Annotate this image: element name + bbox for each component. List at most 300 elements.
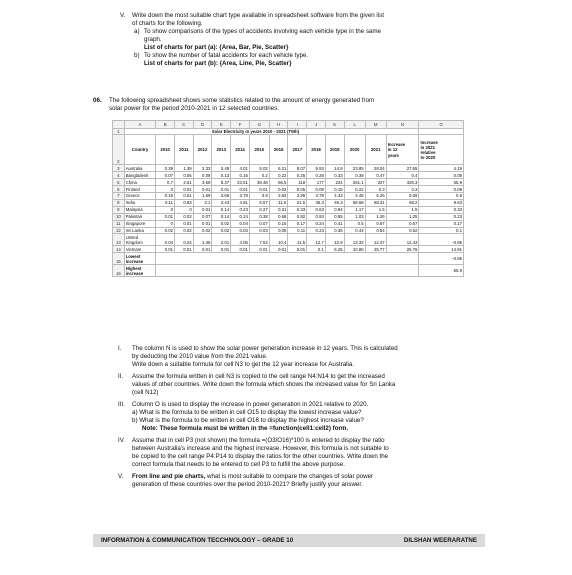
country-cell[interactable]: Malaysia <box>124 206 156 213</box>
highest-label-line2: increase <box>125 270 144 276</box>
question-v-bold: From line and pie charts, <box>132 473 206 480</box>
value-cell[interactable]: 0.68 <box>269 213 288 220</box>
value-cell[interactable]: 0.04 <box>156 234 175 246</box>
value-cell[interactable]: 0.22 <box>344 186 365 193</box>
column-header-i[interactable]: I <box>288 121 307 129</box>
value-cell[interactable]: 58.68 <box>344 199 365 206</box>
value-cell[interactable]: 0.54 <box>365 227 386 234</box>
value-cell[interactable]: 0.39 <box>344 172 365 179</box>
header-year[interactable]: 2019 <box>325 135 344 165</box>
question-iii-b: b) What is the formula to be written in cell O16 to display the highest increase value? <box>132 417 364 424</box>
row-number[interactable]: 8 <box>113 199 125 206</box>
value-cell[interactable]: 0.22 <box>269 172 288 179</box>
value-cell[interactable]: 12.47 <box>365 234 386 246</box>
value-cell[interactable]: 0.09 <box>193 172 212 179</box>
empty-cell[interactable] <box>156 265 419 277</box>
column-header-h[interactable]: H <box>269 121 288 129</box>
table-row <box>113 172 464 179</box>
question-iii-a: a) What is the formula to be written in cell O15 to display the lowest increase value? <box>132 409 362 416</box>
header-year[interactable]: 2015 <box>249 135 269 165</box>
value-cell[interactable]: 0.01 <box>193 220 212 227</box>
value-cell[interactable]: 1.35 <box>193 234 212 246</box>
value-cell[interactable]: 8.37 <box>212 179 231 186</box>
value-cell[interactable]: 0.01 <box>193 246 212 253</box>
value-cell[interactable]: 0.04 <box>231 220 250 227</box>
value-cell[interactable]: 0.24 <box>174 234 193 246</box>
question-iv-line1: Assume that in cell P3 (not shown) the formula =(O3/O16)*100 is entered to display the ratio <box>132 437 385 444</box>
value-cell[interactable]: 14.9 <box>325 165 344 172</box>
increase-cell[interactable]: 5.09 <box>386 193 419 200</box>
column-header-o[interactable]: O <box>419 121 464 129</box>
value-cell[interactable]: 46.3 <box>325 199 344 206</box>
header-increase-line3: years <box>387 152 399 158</box>
question-v-line2: generation of these countries over the period 2010-2021? Briefly justify your answer. <box>132 481 363 488</box>
value-cell[interactable]: 0.25 <box>288 172 307 179</box>
question-ii-line3: (cell N12) <box>132 389 159 396</box>
row-number[interactable]: 9 <box>113 206 125 213</box>
value-cell[interactable]: 0.09 <box>307 186 326 193</box>
value-cell[interactable]: 0.03 <box>174 213 193 220</box>
table-row <box>113 227 464 234</box>
value-cell[interactable]: 261.1 <box>344 179 365 186</box>
value-cell[interactable]: 4.05 <box>231 234 250 246</box>
value-cell[interactable]: 0.02 <box>212 220 231 227</box>
value-cell[interactable]: 3.59 <box>193 179 212 186</box>
value-cell[interactable]: 5.25 <box>325 246 344 253</box>
value-cell[interactable]: 0.01 <box>212 186 231 193</box>
table-row <box>113 165 464 172</box>
empty-cell[interactable] <box>156 253 419 265</box>
footer-subject: INFORMATION & COMMUNICATION TECCHNOLOGY – GRADE 10 <box>101 537 294 544</box>
highest-increase-label[interactable] <box>124 265 156 277</box>
value-cell[interactable]: 7.53 <box>249 234 269 246</box>
question-5-intro-line2: of charts for the following. <box>132 20 203 27</box>
value-cell[interactable]: 177 <box>307 179 326 186</box>
question-iv-line3: be copied to the cell range P4:P14 to display the ratios for the other countries. Write down the <box>132 453 389 460</box>
value-cell[interactable]: 0.02 <box>156 227 175 234</box>
row-number[interactable]: 2 <box>113 135 125 165</box>
value-cell[interactable]: 0.5 <box>344 220 365 227</box>
value-cell[interactable]: 0.24 <box>307 220 326 227</box>
value-cell[interactable]: 0.05 <box>288 186 307 193</box>
value-cell[interactable]: 4.01 <box>231 165 250 172</box>
question-i-line1: The column N is used to show the solar power generation increase in 12 years. This is calculated <box>132 345 398 352</box>
value-cell[interactable]: 0.33 <box>325 172 344 179</box>
header-year[interactable]: 2011 <box>174 135 193 165</box>
header-year[interactable]: 2014 <box>231 135 250 165</box>
header-country[interactable]: Country <box>124 135 156 165</box>
value-cell[interactable]: 0.01 <box>212 246 231 253</box>
value-cell[interactable]: 0.02 <box>174 227 193 234</box>
value-cell[interactable]: 0.15 <box>269 220 288 227</box>
country-line1: United <box>125 234 139 240</box>
lowest-label-line1: Lowest <box>125 253 141 259</box>
page-footer <box>93 534 485 547</box>
value-cell[interactable]: 0.16 <box>156 193 175 200</box>
table-row <box>113 206 464 213</box>
country-cell[interactable]: Australia <box>124 165 156 172</box>
value-cell[interactable]: 0.06 <box>174 172 193 179</box>
value-cell[interactable]: 3.99 <box>288 193 307 200</box>
value-cell[interactable]: 0.07 <box>156 172 175 179</box>
value-cell[interactable]: 25.77 <box>365 246 386 253</box>
table-row <box>113 193 464 200</box>
header-year[interactable]: 2013 <box>212 135 231 165</box>
value-cell[interactable]: 0.01 <box>269 246 288 253</box>
question-6-intro <box>93 97 483 113</box>
row-number[interactable]: 15 <box>113 253 125 265</box>
value-cell[interactable]: 0 <box>156 220 175 227</box>
column-header-g[interactable]: G <box>249 121 269 129</box>
question-5-number: V. <box>120 12 126 19</box>
row-number[interactable]: 11 <box>113 220 125 227</box>
column-header-k[interactable]: K <box>325 121 344 129</box>
table-row <box>113 186 464 193</box>
row-number[interactable]: 6 <box>113 186 125 193</box>
relative-cell[interactable]: 4.19 <box>419 165 464 172</box>
sheet-title-row <box>113 128 464 135</box>
increase-cell[interactable]: 27.65 <box>386 165 419 172</box>
question-iv-line4: correct formula that needs to be entered to cell P3 to fulfill the above purpose. <box>132 461 345 468</box>
header-increase-line2: in 12 <box>387 147 398 153</box>
row-number[interactable]: 7 <box>113 193 125 200</box>
value-cell[interactable]: 0.41 <box>325 220 344 227</box>
value-cell[interactable]: 0.01 <box>156 246 175 253</box>
value-cell[interactable]: 0.31 <box>269 206 288 213</box>
column-header-m[interactable]: M <box>365 121 386 129</box>
value-cell[interactable]: 68.31 <box>365 199 386 206</box>
header-year[interactable]: 2017 <box>288 135 307 165</box>
country-cell[interactable]: Greece <box>124 193 156 200</box>
value-cell[interactable]: 21.5 <box>288 199 307 206</box>
question-6-intro-line2: solar power for the period 2010-2021 in 12 selected countries. <box>109 105 279 112</box>
value-cell[interactable]: 1.39 <box>174 165 193 172</box>
value-cell[interactable]: 1.69 <box>193 193 212 200</box>
relative-cell[interactable]: 9.63 <box>419 199 464 206</box>
relative-cell[interactable]: 0.17 <box>419 220 464 227</box>
column-header-j[interactable]: J <box>307 121 326 129</box>
value-cell[interactable]: 0.36 <box>325 227 344 234</box>
row-number[interactable]: 4 <box>113 172 125 179</box>
country-cell[interactable]: India <box>124 199 156 206</box>
value-cell[interactable]: 0.27 <box>249 206 269 213</box>
value-cell[interactable]: 11.5 <box>288 234 307 246</box>
header-increase-line1: Increase <box>387 142 406 148</box>
relative-cell[interactable]: 0.8 <box>419 193 464 200</box>
value-cell[interactable]: 3.9 <box>249 193 269 200</box>
table-row <box>113 179 464 186</box>
column-header-b[interactable]: B <box>156 121 175 129</box>
question-iii-number: III. <box>118 401 125 408</box>
value-cell[interactable]: 0.01 <box>193 206 212 213</box>
increase-cell[interactable]: 1.25 <box>386 213 419 220</box>
relative-cell[interactable]: 14.91 <box>419 246 464 253</box>
value-cell[interactable]: 0 <box>156 186 175 193</box>
question-v-number: V. <box>118 473 124 480</box>
relative-cell[interactable]: 0.23 <box>419 213 464 220</box>
lowest-increase-label[interactable] <box>124 253 156 265</box>
value-cell[interactable]: 0.83 <box>174 199 193 206</box>
question-6-number: 06. <box>93 97 102 104</box>
header-year[interactable]: 2012 <box>193 135 212 165</box>
sub-questions <box>118 345 480 489</box>
question-i-number: I. <box>118 345 122 352</box>
country-cell[interactable]: Vietnam <box>124 246 156 253</box>
increase-cell[interactable]: 1.5 <box>386 206 419 213</box>
relative-cell[interactable]: -0.85 <box>419 234 464 246</box>
header-year[interactable]: 2016 <box>269 135 288 165</box>
value-cell[interactable]: 0.03 <box>231 227 250 234</box>
question-v <box>118 473 480 489</box>
increase-cell[interactable]: 0.3 <box>386 186 419 193</box>
value-cell[interactable]: 2.61 <box>174 179 193 186</box>
country-cell[interactable] <box>124 234 156 246</box>
header-relative-line1: Increase <box>420 139 438 145</box>
value-cell[interactable]: 11.6 <box>269 199 288 206</box>
question-i-line2: by deducting the 2010 value from the 2021 value. <box>132 353 268 360</box>
value-cell[interactable]: 39.48 <box>249 179 269 186</box>
value-cell[interactable]: 6.21 <box>269 165 288 172</box>
value-cell[interactable]: 0.03 <box>249 227 269 234</box>
value-cell[interactable]: 12.7 <box>307 234 326 246</box>
value-cell[interactable]: 0.67 <box>365 220 386 227</box>
value-cell[interactable]: 3.65 <box>212 193 231 200</box>
value-cell[interactable]: 0.02 <box>269 186 288 193</box>
value-cell[interactable]: 0.28 <box>307 172 326 179</box>
value-cell[interactable]: 118 <box>288 179 307 186</box>
value-cell[interactable]: 0.1 <box>307 246 326 253</box>
column-header-row <box>113 121 464 129</box>
country-cell[interactable]: China <box>124 179 156 186</box>
value-cell[interactable]: 0.92 <box>288 213 307 220</box>
question-5a-label: a) <box>134 28 140 35</box>
header-year[interactable]: 2021 <box>365 135 386 165</box>
value-cell[interactable]: 0.01 <box>288 246 307 253</box>
value-cell[interactable]: 327 <box>365 179 386 186</box>
value-cell[interactable]: 0.01 <box>231 246 250 253</box>
question-5b-line1: To show the number of fatal accidents for each vehicle type. <box>144 52 309 59</box>
value-cell[interactable]: 5.25 <box>365 193 386 200</box>
value-cell[interactable]: 0.2 <box>249 172 269 179</box>
country-line2: Kingdom <box>125 239 143 245</box>
value-cell[interactable]: 10.86 <box>344 246 365 253</box>
value-cell[interactable]: 23.51 <box>231 179 250 186</box>
value-cell[interactable]: 0.17 <box>288 220 307 227</box>
question-5a-line2: graph. <box>144 36 162 43</box>
question-iii <box>118 401 480 433</box>
column-header-c[interactable]: C <box>174 121 193 129</box>
header-year[interactable]: 2010 <box>156 135 175 165</box>
value-cell[interactable]: 66.5 <box>269 179 288 186</box>
row-number[interactable]: 3 <box>113 165 125 172</box>
column-header-n[interactable]: N <box>386 121 419 129</box>
spreadsheet <box>112 120 464 277</box>
value-cell[interactable]: 10.4 <box>269 234 288 246</box>
increase-cell[interactable]: 326.3 <box>386 179 419 186</box>
value-cell[interactable]: 9.93 <box>307 165 326 172</box>
question-5a-line1: To show comparisons of the types of accidents involving each vehicle type in the same <box>144 28 381 35</box>
value-cell[interactable]: 13.32 <box>344 234 365 246</box>
country-cell[interactable]: Sri Lanka <box>124 227 156 234</box>
value-cell[interactable]: 0.01 <box>193 186 212 193</box>
question-5a-chart-list: List of charts for part (a): {Area, Bar, Pie, Scatter} <box>144 44 289 51</box>
row-number[interactable]: 13 <box>113 234 125 246</box>
increase-cell[interactable]: 25.76 <box>386 246 419 253</box>
value-cell[interactable]: 2.1 <box>193 199 212 206</box>
question-6-intro-line1: The following spreadsheet shows some statistics related to the amount of energy generated from <box>109 97 375 104</box>
question-iii-line1: Column O is used to display the increase in power generation in 2021 relative to 2020. <box>132 401 369 408</box>
value-cell[interactable]: 3.79 <box>307 193 326 200</box>
increase-cell[interactable]: 0.52 <box>386 227 419 234</box>
value-cell[interactable]: 4.43 <box>325 193 344 200</box>
country-cell[interactable]: Finland <box>124 186 156 193</box>
increase-cell[interactable]: 0.4 <box>386 172 419 179</box>
row-number[interactable]: 16 <box>113 265 125 277</box>
country-cell[interactable]: Bangladesh <box>124 172 156 179</box>
header-year[interactable]: 2020 <box>344 135 365 165</box>
empty-cell[interactable] <box>419 128 464 135</box>
value-cell[interactable]: 0.01 <box>249 246 269 253</box>
highest-increase-value[interactable]: 65.9 <box>419 265 464 277</box>
value-cell[interactable]: 0.02 <box>212 227 231 234</box>
lowest-increase-value[interactable]: -0.85 <box>419 253 464 265</box>
value-cell[interactable]: 0.95 <box>325 213 344 220</box>
increase-cell[interactable]: 0.67 <box>386 220 419 227</box>
value-cell[interactable]: 0.23 <box>231 206 250 213</box>
value-cell[interactable]: 0 <box>156 206 175 213</box>
value-cell[interactable]: 0.16 <box>231 172 250 179</box>
column-header-e[interactable]: E <box>212 121 231 129</box>
value-cell[interactable]: 3.93 <box>269 193 288 200</box>
column-header-a[interactable]: A <box>124 121 156 129</box>
value-cell[interactable]: 0.63 <box>307 206 326 213</box>
increase-cell[interactable]: 12.43 <box>386 234 419 246</box>
value-cell[interactable]: 0.01 <box>174 246 193 253</box>
relative-cell[interactable]: 0.08 <box>419 172 464 179</box>
table-row <box>113 213 464 220</box>
question-iii-note: Note: These formula must be written in the =function(cell1:cell2) form. <box>142 425 349 432</box>
header-year[interactable]: 2018 <box>307 135 326 165</box>
value-cell[interactable]: 0.14 <box>212 213 231 220</box>
question-ii-number: II. <box>118 373 124 380</box>
column-header-f[interactable]: F <box>231 121 250 129</box>
value-cell[interactable]: 1.03 <box>344 213 365 220</box>
question-i <box>118 345 480 369</box>
value-cell[interactable]: 0.14 <box>212 206 231 213</box>
value-cell[interactable]: 3.43 <box>212 199 231 206</box>
value-cell[interactable]: 3.79 <box>231 193 250 200</box>
value-cell[interactable]: 0.7 <box>156 179 175 186</box>
header-increase[interactable] <box>386 135 419 165</box>
value-cell[interactable]: 224 <box>325 179 344 186</box>
question-ii <box>118 373 480 397</box>
corner-cell[interactable] <box>113 121 125 129</box>
value-cell[interactable]: 0.23 <box>307 227 326 234</box>
column-header-d[interactable]: D <box>193 121 212 129</box>
value-cell[interactable]: 1.5 <box>365 206 386 213</box>
value-cell[interactable]: 0.05 <box>269 227 288 234</box>
highest-increase-row <box>113 265 464 277</box>
value-cell[interactable]: 0.33 <box>288 206 307 213</box>
table-row <box>113 246 464 253</box>
value-cell[interactable]: 0.11 <box>288 227 307 234</box>
value-cell[interactable]: 28.04 <box>365 165 386 172</box>
value-cell[interactable]: 0.01 <box>231 186 250 193</box>
value-cell[interactable]: 36.3 <box>307 199 326 206</box>
country-cell[interactable]: Singapore <box>124 220 156 227</box>
empty-cell[interactable] <box>386 128 419 135</box>
table-row <box>113 220 464 227</box>
value-cell[interactable]: 0.01 <box>156 213 175 220</box>
question-iv-number: IV. <box>118 437 125 444</box>
value-cell[interactable]: 0.01 <box>174 186 193 193</box>
value-cell[interactable]: 0.11 <box>156 199 175 206</box>
question-5b-label: b) <box>134 52 140 59</box>
row-number[interactable]: 1 <box>113 128 125 135</box>
value-cell[interactable]: 1.17 <box>344 206 365 213</box>
value-cell[interactable]: 0.07 <box>193 213 212 220</box>
value-cell[interactable]: 3.48 <box>212 165 231 172</box>
value-cell[interactable]: 12.9 <box>325 234 344 246</box>
value-cell[interactable]: 4.45 <box>344 193 365 200</box>
value-cell[interactable]: 0.94 <box>325 206 344 213</box>
relative-cell[interactable]: 0.08 <box>419 186 464 193</box>
value-cell[interactable]: 0.3 <box>365 186 386 193</box>
row-number[interactable]: 14 <box>113 246 125 253</box>
value-cell[interactable]: 0.61 <box>174 193 193 200</box>
value-cell[interactable]: 0.93 <box>307 213 326 220</box>
row-number[interactable]: 12 <box>113 227 125 234</box>
increase-cell[interactable]: 68.2 <box>386 199 419 206</box>
value-cell[interactable]: 0.01 <box>249 186 269 193</box>
question-v-line1-rest: what is most suitable to compare the changes of solar power <box>205 473 374 480</box>
value-cell[interactable]: 0.24 <box>231 213 250 220</box>
relative-cell[interactable]: 65.9 <box>419 179 464 186</box>
table-row <box>113 199 464 206</box>
value-cell[interactable]: 4.91 <box>231 199 250 206</box>
value-cell[interactable]: 2.01 <box>212 234 231 246</box>
value-cell[interactable]: 0.01 <box>174 220 193 227</box>
value-cell[interactable]: 0.15 <box>325 186 344 193</box>
sheet-title[interactable]: Solar Electricity in years 2010 - 2021 (TWh) <box>124 128 386 135</box>
value-cell[interactable]: 2.33 <box>193 165 212 172</box>
value-cell[interactable]: 8.07 <box>288 165 307 172</box>
value-cell[interactable]: 0.38 <box>249 213 269 220</box>
value-cell[interactable]: 0.44 <box>344 227 365 234</box>
footer-author: DILSHAN WEERARATNE <box>403 537 477 544</box>
row-number[interactable]: 5 <box>113 179 125 186</box>
row-number[interactable]: 10 <box>113 213 125 220</box>
header-relative[interactable] <box>419 135 464 165</box>
header-relative-line3: relative <box>420 149 436 155</box>
value-cell[interactable]: 5.02 <box>249 165 269 172</box>
value-cell[interactable]: 0.02 <box>193 227 212 234</box>
value-cell[interactable]: 0.39 <box>156 165 175 172</box>
value-cell[interactable]: 0.07 <box>249 220 269 227</box>
question-ii-line1: Assume the formula written in cell N3 is copied to the cell range N4:N14 to get the increased <box>132 373 385 380</box>
value-cell[interactable]: 1.26 <box>365 213 386 220</box>
value-cell[interactable]: 23.85 <box>344 165 365 172</box>
value-cell[interactable]: 0.13 <box>212 172 231 179</box>
relative-cell[interactable]: 0.33 <box>419 206 464 213</box>
value-cell[interactable]: 0.47 <box>365 172 386 179</box>
value-cell[interactable]: 0 <box>174 206 193 213</box>
country-cell[interactable]: Pakistan <box>124 213 156 220</box>
value-cell[interactable]: 6.57 <box>249 199 269 206</box>
question-iv-line2: between Australia's increase and the highest increase. However, this formula is not suitable to <box>132 445 389 452</box>
column-header-l[interactable]: L <box>344 121 365 129</box>
relative-cell[interactable]: 0.1 <box>419 227 464 234</box>
